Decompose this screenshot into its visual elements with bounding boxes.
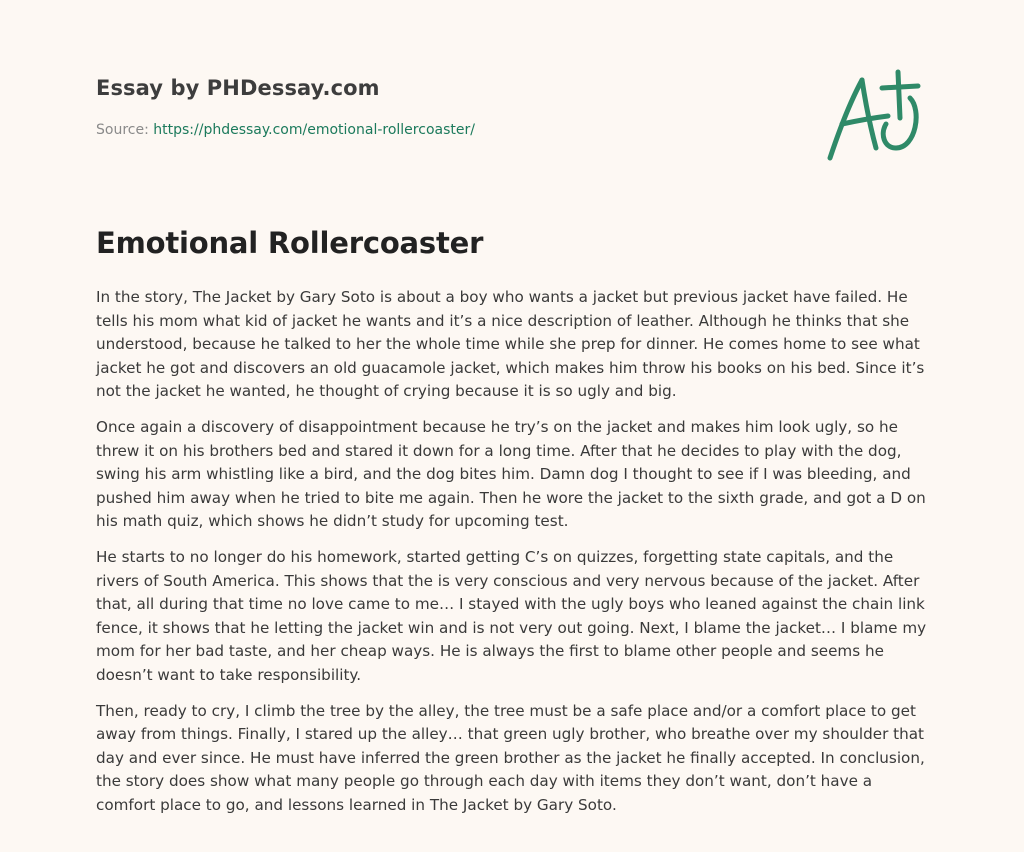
source-link[interactable]: https://phdessay.com/emotional-rollercoaster/ — [153, 122, 475, 138]
essay-paragraph: Then, ready to cry, I climb the tree by the alley, the tree must be a safe place and/or a comfort place to get away from things. Finally, I stared up the alley… that green ugly brother, who breathe over my shoulder that day and ever since. He must have inferred the green brother as the jacket he finally accepted. In conclusion, the story does show what many people go through each day with items they don’t want, don’t have a comfort place to go, and lessons learned in The Jacket by Gary Soto. — [96, 701, 925, 814]
source-line — [96, 122, 796, 138]
source-label: Source: — [96, 122, 154, 138]
essay-paragraph: In the story, The Jacket by Gary Soto is about a boy who wants a jacket but previous jacket have failed. He tells his mom what kid of jacket he wants and it’s a nice description of leather. Although he thinks that she understood, because he talked to her the whole time while she prep for dinner. He comes home to see what jacket he got and discovers an old guacamole jacket, which makes him throw his books on his bed. Since it’s not the jacket he wanted, he thought of crying because it is so ugly and big. — [96, 288, 925, 401]
essay-paragraph: Once again a discovery of disappointment because he try’s on the jacket and makes him look ugly, so he threw it on his brothers bed and stared it down for a long time. After that he decides to play with the dog, swing his arm whistling like a bird, and the dog bites him. Damn dog I thought to see if I was bleeding, and pushed him away when he tried to bite me again. Then he wore the jacket to the sixth grade, and got a D on his math quiz, which shows he didn’t study for upcoming test. — [96, 417, 926, 531]
brand-title: Essay by PHDessay.com — [96, 76, 380, 100]
a-plus-logo-icon — [822, 66, 930, 166]
essay-body — [96, 286, 936, 829]
essay-paragraph: He starts to no longer do his homework, started getting C’s on quizzes, forgetting state capitals, and the rivers of South America. This shows that the is very conscious and very nervous because of the jacket. After that, all during that time no love came to me… I stayed with the ugly boys who leaned against the chain link fence, it shows that he letting the jacket win and is not very out going. Next, I blame the jacket… I blame my mom for her bad taste, and her cheap ways. He is always the first to blame other people and seems he doesn’t want to take responsibility. — [96, 547, 927, 684]
page-header — [96, 76, 796, 138]
essay-title: Emotional Rollercoaster — [96, 226, 484, 260]
